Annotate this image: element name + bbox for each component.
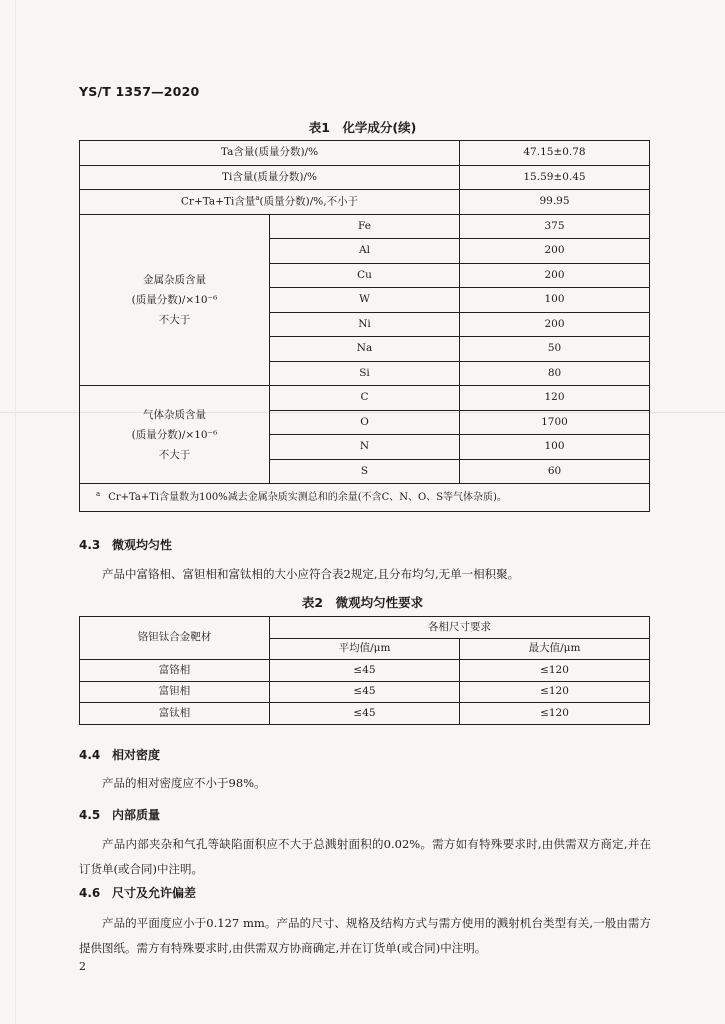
- limit-value-cell: 1700: [460, 410, 650, 435]
- avg-value-cell: ≤45: [270, 681, 460, 703]
- table-row: [80, 703, 650, 725]
- element-cell: N: [270, 435, 460, 460]
- max-value-cell: ≤120: [460, 681, 650, 703]
- limit-value-cell: 60: [460, 459, 650, 484]
- section-4-3-text: 产品中富铬相、富钽相和富钛相的大小应符合表2规定,且分布均匀,无单一相积聚。: [102, 567, 520, 581]
- element-cell: Ni: [270, 312, 460, 337]
- metal-impurity-label-line2: (质量分数)/×10⁻⁶: [131, 293, 218, 306]
- scan-edge-line: [15, 0, 16, 1024]
- section-4-4-text: 产品的相对密度应不小于98%。: [102, 776, 266, 790]
- table1-footnote: [80, 484, 650, 512]
- standard-code: YS/T 1357—2020: [79, 84, 200, 99]
- element-cell: S: [270, 459, 460, 484]
- gas-impurity-label-line3: 不大于: [158, 448, 191, 461]
- section-4-3-heading: 4.3 微观均匀性: [79, 538, 173, 552]
- table1-title: 表1 化学成分(续): [308, 120, 417, 135]
- avg-value-cell: ≤45: [270, 660, 460, 682]
- limit-value-cell: 375: [460, 214, 650, 239]
- section-4-6-heading: 4.6 尺寸及允许偏差: [79, 886, 197, 900]
- element-cell: Si: [270, 361, 460, 386]
- table-row: [80, 214, 650, 239]
- phase-cell: 富钛相: [80, 703, 270, 725]
- sum-content-label: Cr+Ta+Ti含量$^a$(质量分数)/%,不小于: [80, 190, 460, 215]
- section-4-5-text: 产品内部夹杂和气孔等缺陷面积应不大于总溅射面积的0.02%。需方如有特殊要求时,由供需双方商定,并在订货单(或合同)中注明。: [79, 837, 651, 876]
- footnote-marker: a: [96, 490, 101, 499]
- element-cell: Al: [270, 239, 460, 264]
- gas-impurity-label-line2: (质量分数)/×10⁻⁶: [131, 428, 218, 441]
- element-cell: Fe: [270, 214, 460, 239]
- ta-content-value: 47.15±0.78: [460, 141, 650, 166]
- gas-impurity-label-line1: 气体杂质含量: [143, 408, 206, 421]
- chemical-composition-table: [79, 140, 650, 512]
- table-row: [80, 141, 650, 166]
- max-value-cell: ≤120: [460, 660, 650, 682]
- avg-value-cell: ≤45: [270, 703, 460, 725]
- footnote-text: Cr+Ta+Ti含量数为100%减去金属杂质实测总和的余量(不含C、N、O、S等气体杂质)。: [108, 492, 507, 504]
- limit-value-cell: 80: [460, 361, 650, 386]
- limit-value-cell: 100: [460, 288, 650, 313]
- ta-content-label: Ta含量(质量分数)/%: [80, 141, 460, 166]
- section-4-6-text: 产品的平面度应小于0.127 mm。产品的尺寸、规格及结构方式与需方使用的溅射机台类型有关,一般由需方提供图纸。需方有特殊要求时,由供需双方协商确定,并在订货单(或合同)中注明。: [79, 916, 651, 955]
- gas-impurity-label: [80, 386, 270, 484]
- table-row: [80, 660, 650, 682]
- table-row: [80, 386, 650, 411]
- table-row: [80, 190, 650, 215]
- page-number: 2: [79, 960, 86, 973]
- avg-column-header: 平均值/μm: [270, 638, 460, 660]
- table-header-row: [80, 617, 650, 639]
- phase-cell: 富铬相: [80, 660, 270, 682]
- metal-impurity-label: [80, 214, 270, 386]
- table2-title: 表2 微观均匀性要求: [301, 595, 424, 610]
- size-group-header: 各相尺寸要求: [270, 617, 650, 639]
- section-4-5-heading: 4.5 内部质量: [79, 808, 161, 822]
- sum-content-value: 99.95: [460, 190, 650, 215]
- max-value-cell: ≤120: [460, 703, 650, 725]
- limit-value-cell: 120: [460, 386, 650, 411]
- ti-content-label: Ti含量(质量分数)/%: [80, 165, 460, 190]
- element-cell: C: [270, 386, 460, 411]
- section-4-4-heading: 4.4 相对密度: [79, 748, 161, 762]
- limit-value-cell: 200: [460, 263, 650, 288]
- max-column-header: 最大值/μm: [460, 638, 650, 660]
- table-row: [80, 165, 650, 190]
- limit-value-cell: 100: [460, 435, 650, 460]
- phase-cell: 富钽相: [80, 681, 270, 703]
- metal-impurity-label-line1: 金属杂质含量: [143, 273, 206, 286]
- element-cell: W: [270, 288, 460, 313]
- footnote-row: [80, 484, 650, 512]
- element-cell: O: [270, 410, 460, 435]
- limit-value-cell: 200: [460, 312, 650, 337]
- micro-uniformity-table: [79, 616, 650, 725]
- element-cell: Na: [270, 337, 460, 362]
- table-row: [80, 681, 650, 703]
- material-column-header: 铬钽钛合金靶材: [80, 617, 270, 660]
- ti-content-value: 15.59±0.45: [460, 165, 650, 190]
- element-cell: Cu: [270, 263, 460, 288]
- limit-value-cell: 200: [460, 239, 650, 264]
- limit-value-cell: 50: [460, 337, 650, 362]
- metal-impurity-label-line3: 不大于: [158, 313, 191, 326]
